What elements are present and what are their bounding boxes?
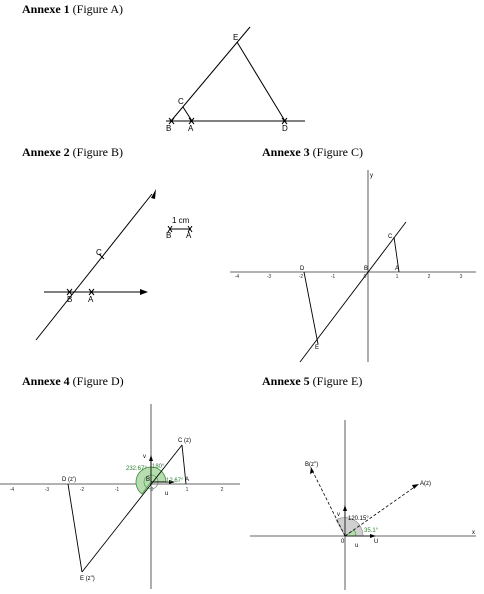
label-c: C [178,97,184,106]
label-a: A(z) [420,481,431,487]
tick-label: 1 [395,274,399,280]
label-b: B [146,477,151,483]
angle-232: 232.67° [126,466,147,472]
angle-120: 120.15° [348,516,369,522]
angle-35: 35.1° [364,528,379,534]
label-e: E [233,33,239,42]
unit-a: A [186,231,192,240]
label-b: B(z'') [305,462,319,468]
label-e: E [315,345,320,351]
tick-label: -1 [114,487,120,493]
tick-label: -3 [266,274,272,280]
label-v: v [143,454,146,460]
tick-label: 2 [427,274,431,280]
annexe-5-title: Annexe 5 (Figure E) [262,374,363,388]
label-origin: 0 [341,539,345,545]
label-a: A [185,477,190,483]
label-a: A [188,124,194,133]
unit-b: B [166,231,172,240]
label-unit-u: U [374,539,379,545]
unit-label: 1 cm [172,216,190,225]
tick-label: -2 [298,274,304,280]
label-d: D (z') [62,477,77,483]
tick-label: 0 [363,274,367,280]
tick-label: -2 [79,487,85,493]
annexe-4-title: Annexe 4 (Figure D) [22,374,124,388]
label-e: E (z") [80,576,95,582]
annexe-2-title: Annexe 2 (Figure B) [22,145,123,159]
annexe-1-title: Annexe 1 (Figure A) [22,2,123,16]
label-d: D [282,124,288,133]
tick-label: 0 [150,487,154,493]
tick-label: 3 [459,274,463,280]
label-b: B [67,295,73,304]
label-u: u [355,543,359,549]
angle-180: 180° [152,464,165,470]
label-y: y [370,173,373,179]
tick-label: 2 [220,487,224,493]
tick-label: 1 [185,487,189,493]
tick-label: -3 [44,487,50,493]
label-b: B [166,124,172,133]
tick-label: -4 [234,274,240,280]
tick-label: -1 [330,274,336,280]
label-u: u [165,491,169,497]
vector-ob [312,470,345,536]
label-d: D [300,266,305,272]
annexe-3-title: Annexe 3 (Figure C) [262,145,363,159]
tick-label: -4 [9,487,15,493]
label-v: v [337,512,340,518]
label-c: C [96,248,102,257]
angle-12: 12.67° [166,478,184,484]
label-x: x [472,530,475,536]
label-c: C [388,234,393,240]
label-a: A [395,266,400,272]
label-a: A [88,295,94,304]
label-c: C (z) [178,438,191,444]
label-b: B [364,266,369,272]
